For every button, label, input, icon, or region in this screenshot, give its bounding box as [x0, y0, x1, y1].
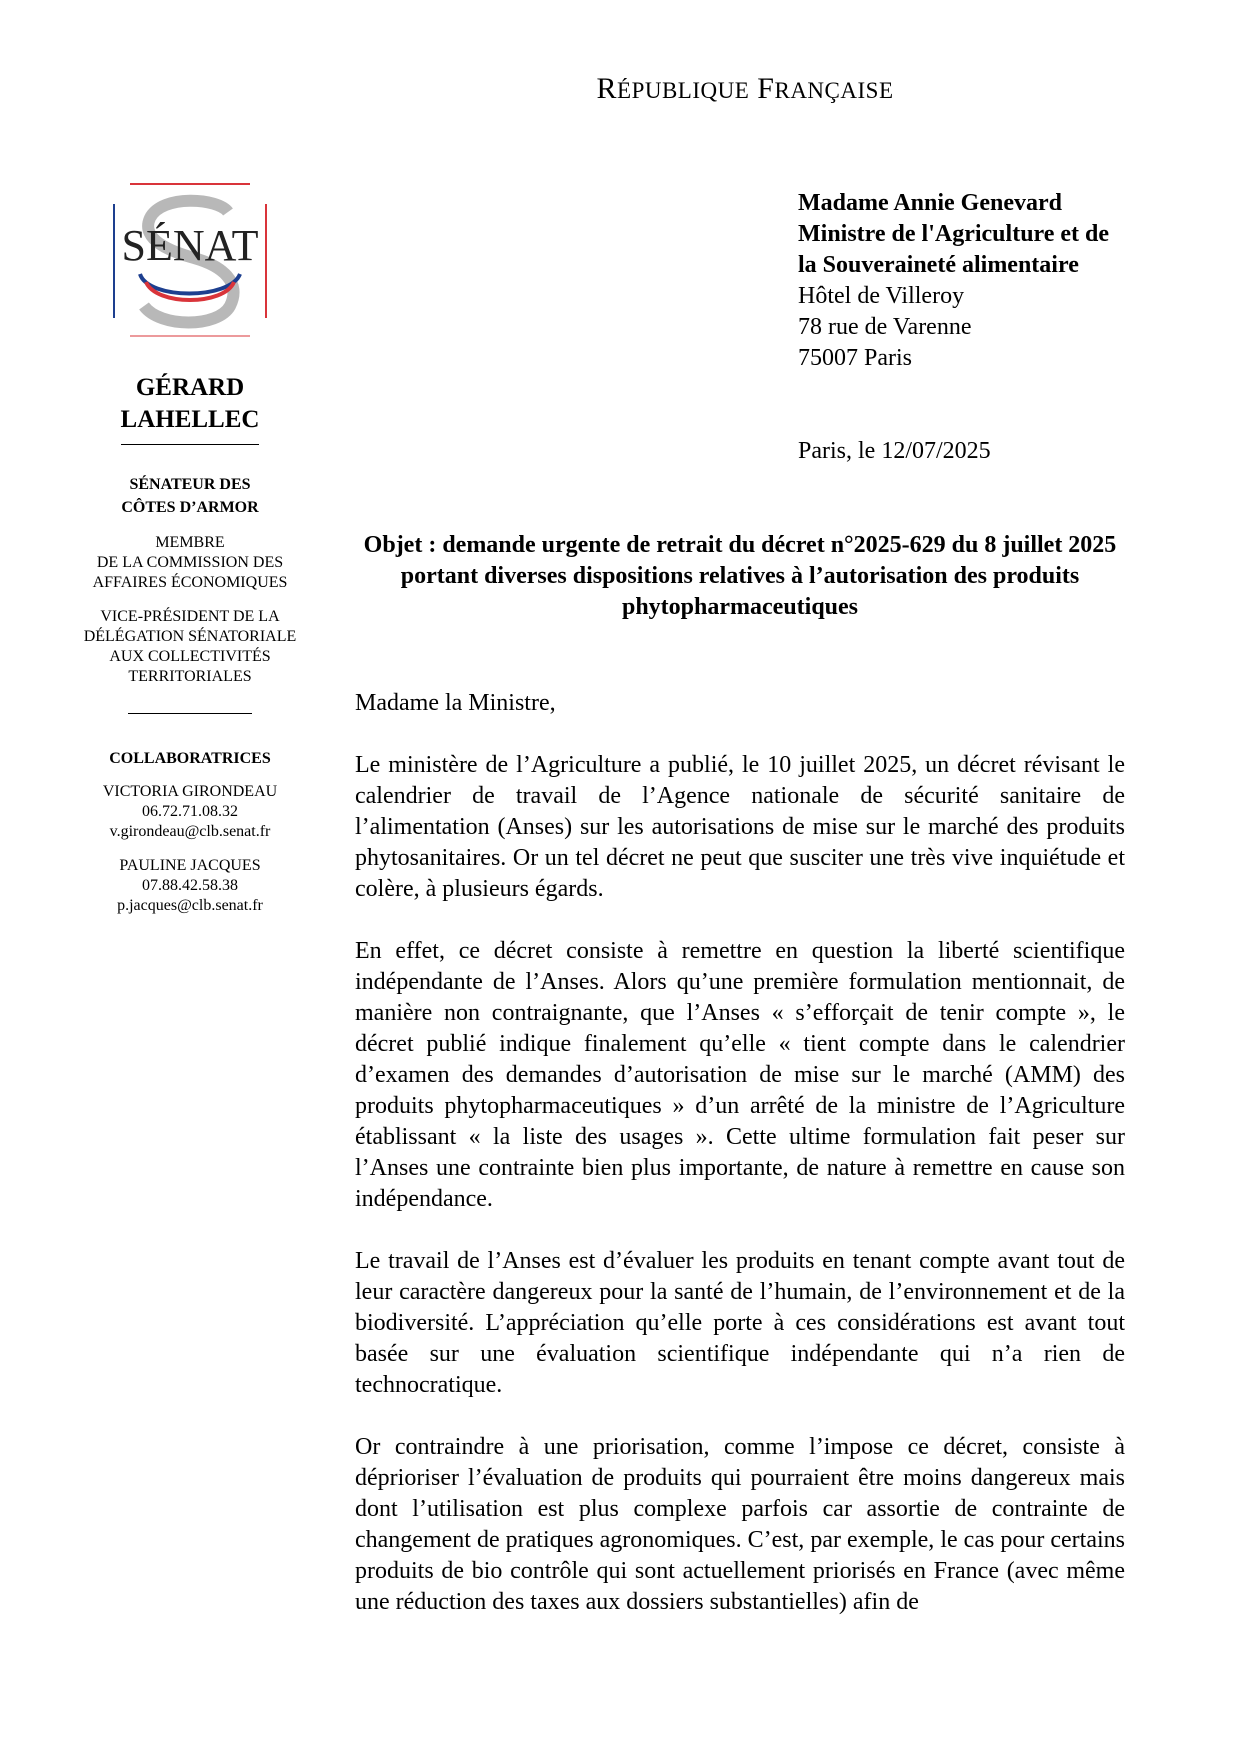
header-initial-r: R — [596, 72, 618, 105]
member-line: DE LA COMMISSION DES — [96, 554, 284, 571]
senator-title-line1: SÉNATEUR DES — [129, 476, 251, 493]
collaborator-email[interactable]: p.jacques@clb.senat.fr — [117, 897, 263, 914]
member-block — [70, 533, 310, 593]
header-francaise: RANÇAISE — [774, 78, 894, 103]
sender-column — [70, 372, 310, 916]
member-line: MEMBRE — [155, 534, 225, 551]
page-header — [0, 72, 1240, 106]
vice-line: DÉLÉGATION SÉNATORIALE — [83, 628, 297, 645]
header-republique: ÉPUBLIQUE — [617, 78, 750, 103]
senator-title-line2: CÔTES D’ARMOR — [121, 499, 259, 516]
member-line: AFFAIRES ÉCONOMIQUES — [92, 574, 288, 591]
letter-subject: Objet : demande urgente de retrait du décret n°2025-629 du 8 juillet 2025 portant diverses dispositions relatives à l’autorisation des produits phytopharmaceutiques — [363, 532, 1117, 620]
recipient-title-line2: la Souveraineté alimentaire — [798, 252, 1079, 278]
collaborator-email[interactable]: v.girondeau@clb.senat.fr — [109, 823, 271, 840]
vice-line: TERRITORIALES — [128, 668, 252, 685]
collaborator-name: PAULINE JACQUES — [119, 857, 261, 874]
letter-date: Paris, le 12/07/2025 — [798, 438, 991, 464]
collaborator-2 — [70, 856, 310, 916]
recipient-address — [798, 188, 1218, 374]
divider — [128, 713, 252, 714]
recipient-city: 75007 Paris — [798, 345, 912, 371]
vice-line: AUX COLLECTIVITÉS — [109, 648, 271, 665]
logo-text: SÉNAT — [121, 221, 259, 270]
vice-line: VICE-PRÉSIDENT DE LA — [100, 608, 280, 625]
recipient-building: Hôtel de Villeroy — [798, 283, 965, 309]
collaborator-1 — [70, 782, 310, 842]
collaborator-phone: 06.72.71.08.32 — [142, 803, 238, 820]
senat-logo — [110, 178, 270, 342]
collaborators-title: COLLABORATRICES — [109, 750, 271, 767]
body-paragraph: Or contraindre à une priorisation, comme l’impose ce décret, consiste à déprioriser l’évaluation de produits qui pourraient être moins dangereux mais dont l’utilisation est plus complexe parfois car assortie de contrainte de changement de pratiques agronomiques. C’est, par exemple, le cas pour certains produits de bio contrôle qui sont actuellement priorisés en France (avec même une réduction des taxes aux dossiers substantielles) afin de — [355, 1434, 1125, 1615]
body-paragraph: Le travail de l’Anses est d’évaluer les produits en tenant compte avant tout de leur caractère dangereux pour la santé de l’humain, de l’environnement et de la biodiversité. L’appréciation qu’elle porte à ces considérations est avant tout basée sur une évaluation scientifique indépendante qui n’a rien de technocratique. — [355, 1248, 1125, 1398]
vice-block — [70, 607, 310, 687]
header-initial-f: F — [757, 72, 775, 105]
senator-name-line1: GÉRARD — [135, 374, 245, 401]
body-paragraph: En effet, ce décret consiste à remettre en question la liberté scientifique indépendante de l’Anses. Alors qu’une première formulation mentionnait, de manière non contraignante, que l’Anses « s’efforçait de tenir compte », le décret publié indique finalement qu’elle « tient compte dans le calendrier d’examen des demandes d’autorisation de mise sur le marché (AMM) des produits phytopharmaceutiques » d’un arrêté de la ministre de l’Agriculture établissant « la liste des usages ». Cette ultime formulation fait peser sur l’Anses une contrainte bien plus importante, de nature à remettre en cause son indépendance. — [355, 938, 1125, 1212]
collaborator-name: VICTORIA GIRONDEAU — [102, 783, 278, 800]
divider — [121, 444, 259, 445]
collaborator-phone: 07.88.42.58.38 — [142, 877, 238, 894]
recipient-street: 78 rue de Varenne — [798, 314, 972, 340]
recipient-name: Madame Annie Genevard — [798, 190, 1062, 216]
body-paragraph: Le ministère de l’Agriculture a publié, le 10 juillet 2025, un décret révisant le calendrier de travail de l’Agence nationale de sécurité sanitaire de l’alimentation (Anses) sur les autorisations de mise sur le marché des produits phytosanitaires. Or un tel décret ne peut que susciter une très vive inquiétude et colère, à plusieurs égards. — [355, 752, 1125, 902]
recipient-title-line1: Ministre de l'Agriculture et de — [798, 221, 1110, 247]
senator-name-line2: LAHELLEC — [120, 406, 260, 433]
salutation: Madame la Ministre, — [355, 690, 556, 716]
letter-body — [355, 688, 1125, 1649]
